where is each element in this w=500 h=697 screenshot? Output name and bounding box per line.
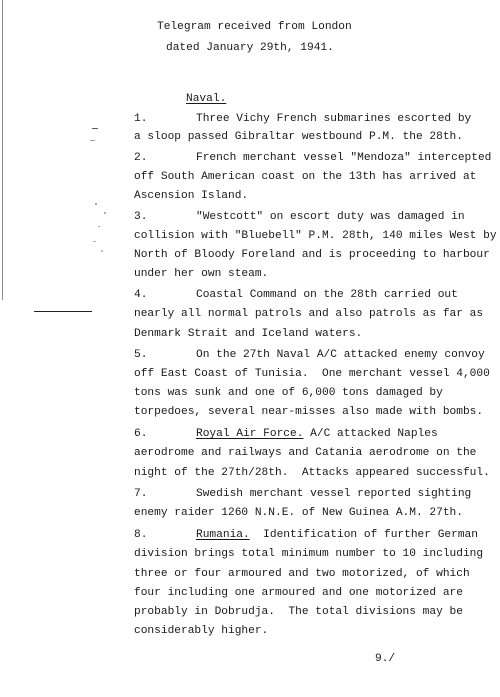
item-8-first-line (196, 529, 478, 542)
item-8-line-5: probably in Dobrudja. The total divisions may be (134, 606, 463, 618)
item-4-line-2: nearly all normal patrols and also patrols as far as (134, 308, 484, 320)
item-8-line-6: considerably higher. (134, 625, 269, 637)
item-8-number: 8. (134, 529, 148, 541)
item-3-line-1: "Westcott" on escort duty was damaged in (196, 211, 465, 223)
item-2-line-3: Ascension Island. (134, 190, 249, 202)
item-4-line-3: Denmark Strait and Iceland waters. (134, 328, 363, 340)
item-5-line-1: On the 27th Naval A/C attacked enemy convoy (196, 349, 485, 361)
header-line-1: Telegram received from London (157, 21, 352, 33)
margin-rule-line (34, 311, 92, 312)
item-8-line-2: division brings total minimum number to 10 including (134, 548, 484, 560)
item-8-first-rest: Identification of further German (249, 529, 478, 541)
margin-speck (98, 226, 100, 227)
item-2-line-1: French merchant vessel "Mendoza" intercepted (196, 152, 492, 164)
item-2-number: 2. (134, 152, 148, 164)
item-6-line-2: aerodrome and railways and Catania aerodrome on the (134, 447, 477, 459)
page-edge-line (2, 0, 3, 300)
item-3-line-4: under her own steam. (134, 268, 269, 280)
item-7-line-2: enemy raider 1260 N.N.E. of New Guinea A.M. 27th. (134, 507, 463, 519)
section-title: Naval. (186, 93, 227, 105)
item-6-line-3: night of the 27th/28th. Attacks appeared successful. (134, 467, 490, 479)
item-5-line-2: off East Coast of Tunisia. One merchant vessel 4,000 (134, 368, 490, 380)
item-7-line-1: Swedish merchant vessel reported sighting (196, 488, 472, 500)
item-1-line-2: a sloop passed Gibraltar westbound P.M. the 28th. (134, 131, 463, 143)
item-5-line-3: tons was sunk and one of 6,000 tons damaged by (134, 387, 443, 399)
item-3-line-2: collision with "Bluebell" P.M. 28th, 140 miles West by (134, 230, 497, 242)
item-2-line-2: off South American coast on the 13th has arrived at (134, 171, 477, 183)
item-6-first-rest: A/C attacked Naples (303, 428, 438, 440)
item-1-number: 1. (134, 113, 148, 125)
item-8-heading: Rumania. (196, 529, 250, 541)
item-5-line-4: torpedoes, several near-misses also made with bombs. (134, 406, 484, 418)
margin-speck (92, 128, 98, 129)
continuation-marker: 9./ (375, 653, 396, 665)
margin-speck (101, 250, 103, 252)
item-6-first-line (196, 428, 438, 441)
item-8-line-4: four including one armoured and one motorized are (134, 587, 463, 599)
item-3-line-3: North of Bloody Foreland and is proceeding to harbour (134, 249, 490, 261)
header-line-2: dated January 29th, 1941. (166, 42, 334, 54)
item-5-number: 5. (134, 349, 148, 361)
item-4-line-1: Coastal Command on the 28th carried out (196, 289, 458, 301)
item-6-number: 6. (134, 428, 148, 440)
margin-speck (104, 212, 106, 214)
item-3-number: 3. (134, 211, 148, 223)
item-8-line-3: three or four armoured and two motorized, of which (134, 568, 470, 580)
item-1-line-1: Three Vichy French submarines escorted by (196, 113, 472, 125)
margin-speck (95, 203, 97, 205)
item-6-heading: Royal Air Force. (196, 428, 304, 440)
margin-speck (90, 140, 95, 141)
margin-speck (93, 241, 96, 242)
item-4-number: 4. (134, 289, 148, 301)
item-7-number: 7. (134, 488, 148, 500)
